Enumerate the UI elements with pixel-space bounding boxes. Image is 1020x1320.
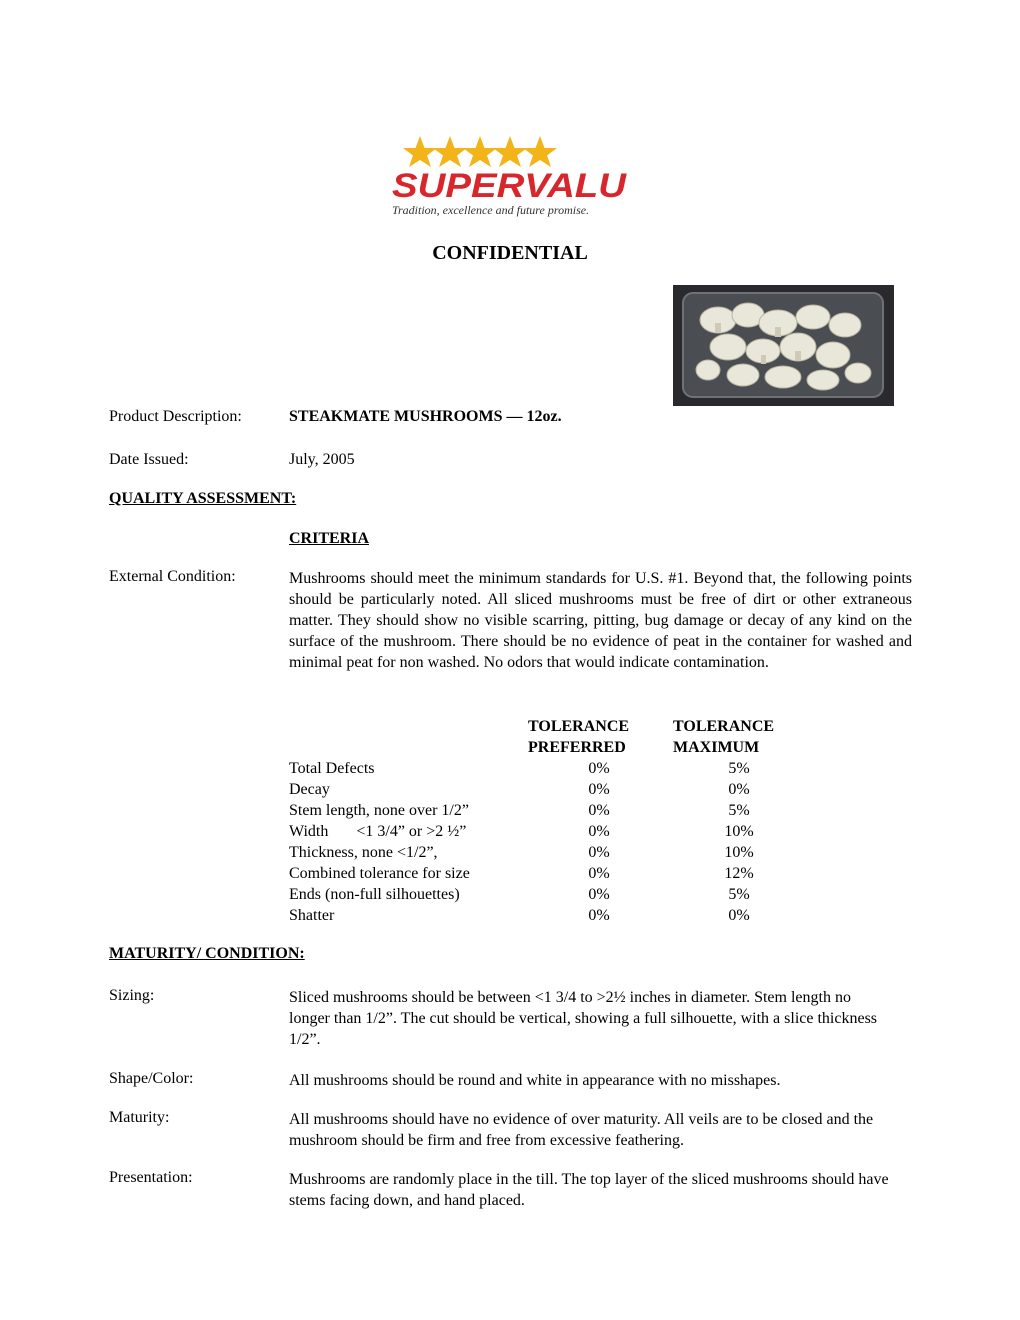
mushroom-tray-image (673, 285, 894, 406)
row-maximum: 0% (728, 907, 750, 924)
supervalu-logo (390, 134, 630, 220)
row-maximum: 0% (728, 781, 750, 798)
date-issued-value: July, 2005 (289, 451, 355, 468)
table-row (289, 821, 769, 842)
maturity-text: All mushrooms should have no evidence of over maturity. All veils are to be closed and the mushroom should be firm and free from excessive feathering. (289, 1111, 874, 1149)
star-icon (463, 136, 497, 167)
row-preferred: 0% (588, 760, 610, 777)
brand-name: SUPERVALU (392, 167, 628, 205)
sizing-label: Sizing: (109, 987, 155, 1004)
date-issued-label: Date Issued: (109, 451, 189, 468)
row-maximum: 5% (728, 760, 750, 777)
table-row (289, 779, 769, 800)
table-row (289, 800, 769, 821)
row-name: Stem length, none over 1/2” (289, 802, 469, 819)
row-maximum: 10% (724, 844, 754, 861)
row-preferred: 0% (588, 781, 610, 798)
row-maximum: 5% (728, 886, 750, 903)
logo-graphic (390, 134, 630, 220)
row-name: Combined tolerance for size (289, 865, 470, 882)
row-preferred: 0% (588, 823, 610, 840)
tolerance-preferred-header (528, 716, 629, 758)
sizing-text: Sliced mushrooms should be between <1 3/4 to >2½ inches in diameter. Stem length no longer than 1/2”. The cut should be vertical, showing a full silhouette, with a slice thickness 1/2”. (289, 989, 878, 1048)
product-description-value: STEAKMATE MUSHROOMS — 12oz. (289, 408, 562, 425)
row-name: Total Defects (289, 760, 375, 777)
quality-assessment-heading: QUALITY ASSESSMENT: (109, 490, 297, 507)
row-preferred: 0% (588, 865, 610, 882)
maturity-label: Maturity: (109, 1109, 170, 1126)
shape-color-text: All mushrooms should be round and white in appearance with no misshapes. (289, 1072, 781, 1089)
table-row (289, 905, 769, 926)
criteria-heading: CRITERIA (289, 530, 370, 547)
table-row (289, 842, 769, 863)
table-row (289, 758, 769, 779)
row-preferred: 0% (588, 802, 610, 819)
external-condition-text: Mushrooms should meet the minimum standards for U.S. #1. Beyond that, the following points should be particularly noted. All sliced mushrooms must be free of dirt or other extraneous matter. They should show no visible scarring, pitting, bug damage or decay of any kind on the surface of the mushroom. There should be no evidence of peat in the container for washed and minimal peat for non washed. No odors that would indicate contamination. (289, 570, 912, 671)
presentation-label: Presentation: (109, 1169, 193, 1186)
tolerance-preferred-line1: TOLERANCE (528, 718, 630, 735)
tolerance-maximum-line2: MAXIMUM (673, 739, 760, 756)
shape-color-label: Shape/Color: (109, 1070, 194, 1087)
product-description-label: Product Description: (109, 408, 242, 425)
tolerance-maximum-line1: TOLERANCE (673, 718, 775, 735)
product-photo (673, 285, 894, 406)
row-maximum: 12% (724, 865, 754, 882)
row-preferred: 0% (588, 844, 610, 861)
star-icon (493, 136, 527, 167)
tolerance-maximum-header (673, 716, 774, 758)
row-name: Shatter (289, 907, 335, 924)
presentation-text: Mushrooms are randomly place in the till. The top layer of the sliced mushrooms should have stems facing down, and hand placed. (289, 1171, 889, 1209)
table-row (289, 863, 769, 884)
star-icon (523, 136, 557, 167)
row-maximum: 5% (728, 802, 750, 819)
confidential-title: CONFIDENTIAL (432, 242, 588, 264)
row-name: Ends (non-full silhouettes) (289, 886, 460, 903)
tolerance-preferred-line2: PREFERRED (528, 739, 626, 756)
star-icons (403, 136, 557, 167)
star-icon (433, 136, 467, 167)
external-condition-label: External Condition: (109, 568, 236, 585)
row-name: Width <1 3/4” or >2 ½” (289, 823, 467, 840)
brand-tagline: Tradition, excellence and future promise. (392, 203, 590, 217)
row-name: Decay (289, 781, 330, 798)
row-maximum: 10% (724, 823, 754, 840)
row-name: Thickness, none <1/2”, (289, 844, 438, 861)
table-row (289, 884, 769, 905)
row-preferred: 0% (588, 886, 610, 903)
maturity-condition-heading: MATURITY/ CONDITION: (109, 945, 305, 962)
star-icon (403, 136, 437, 167)
row-preferred: 0% (588, 907, 610, 924)
